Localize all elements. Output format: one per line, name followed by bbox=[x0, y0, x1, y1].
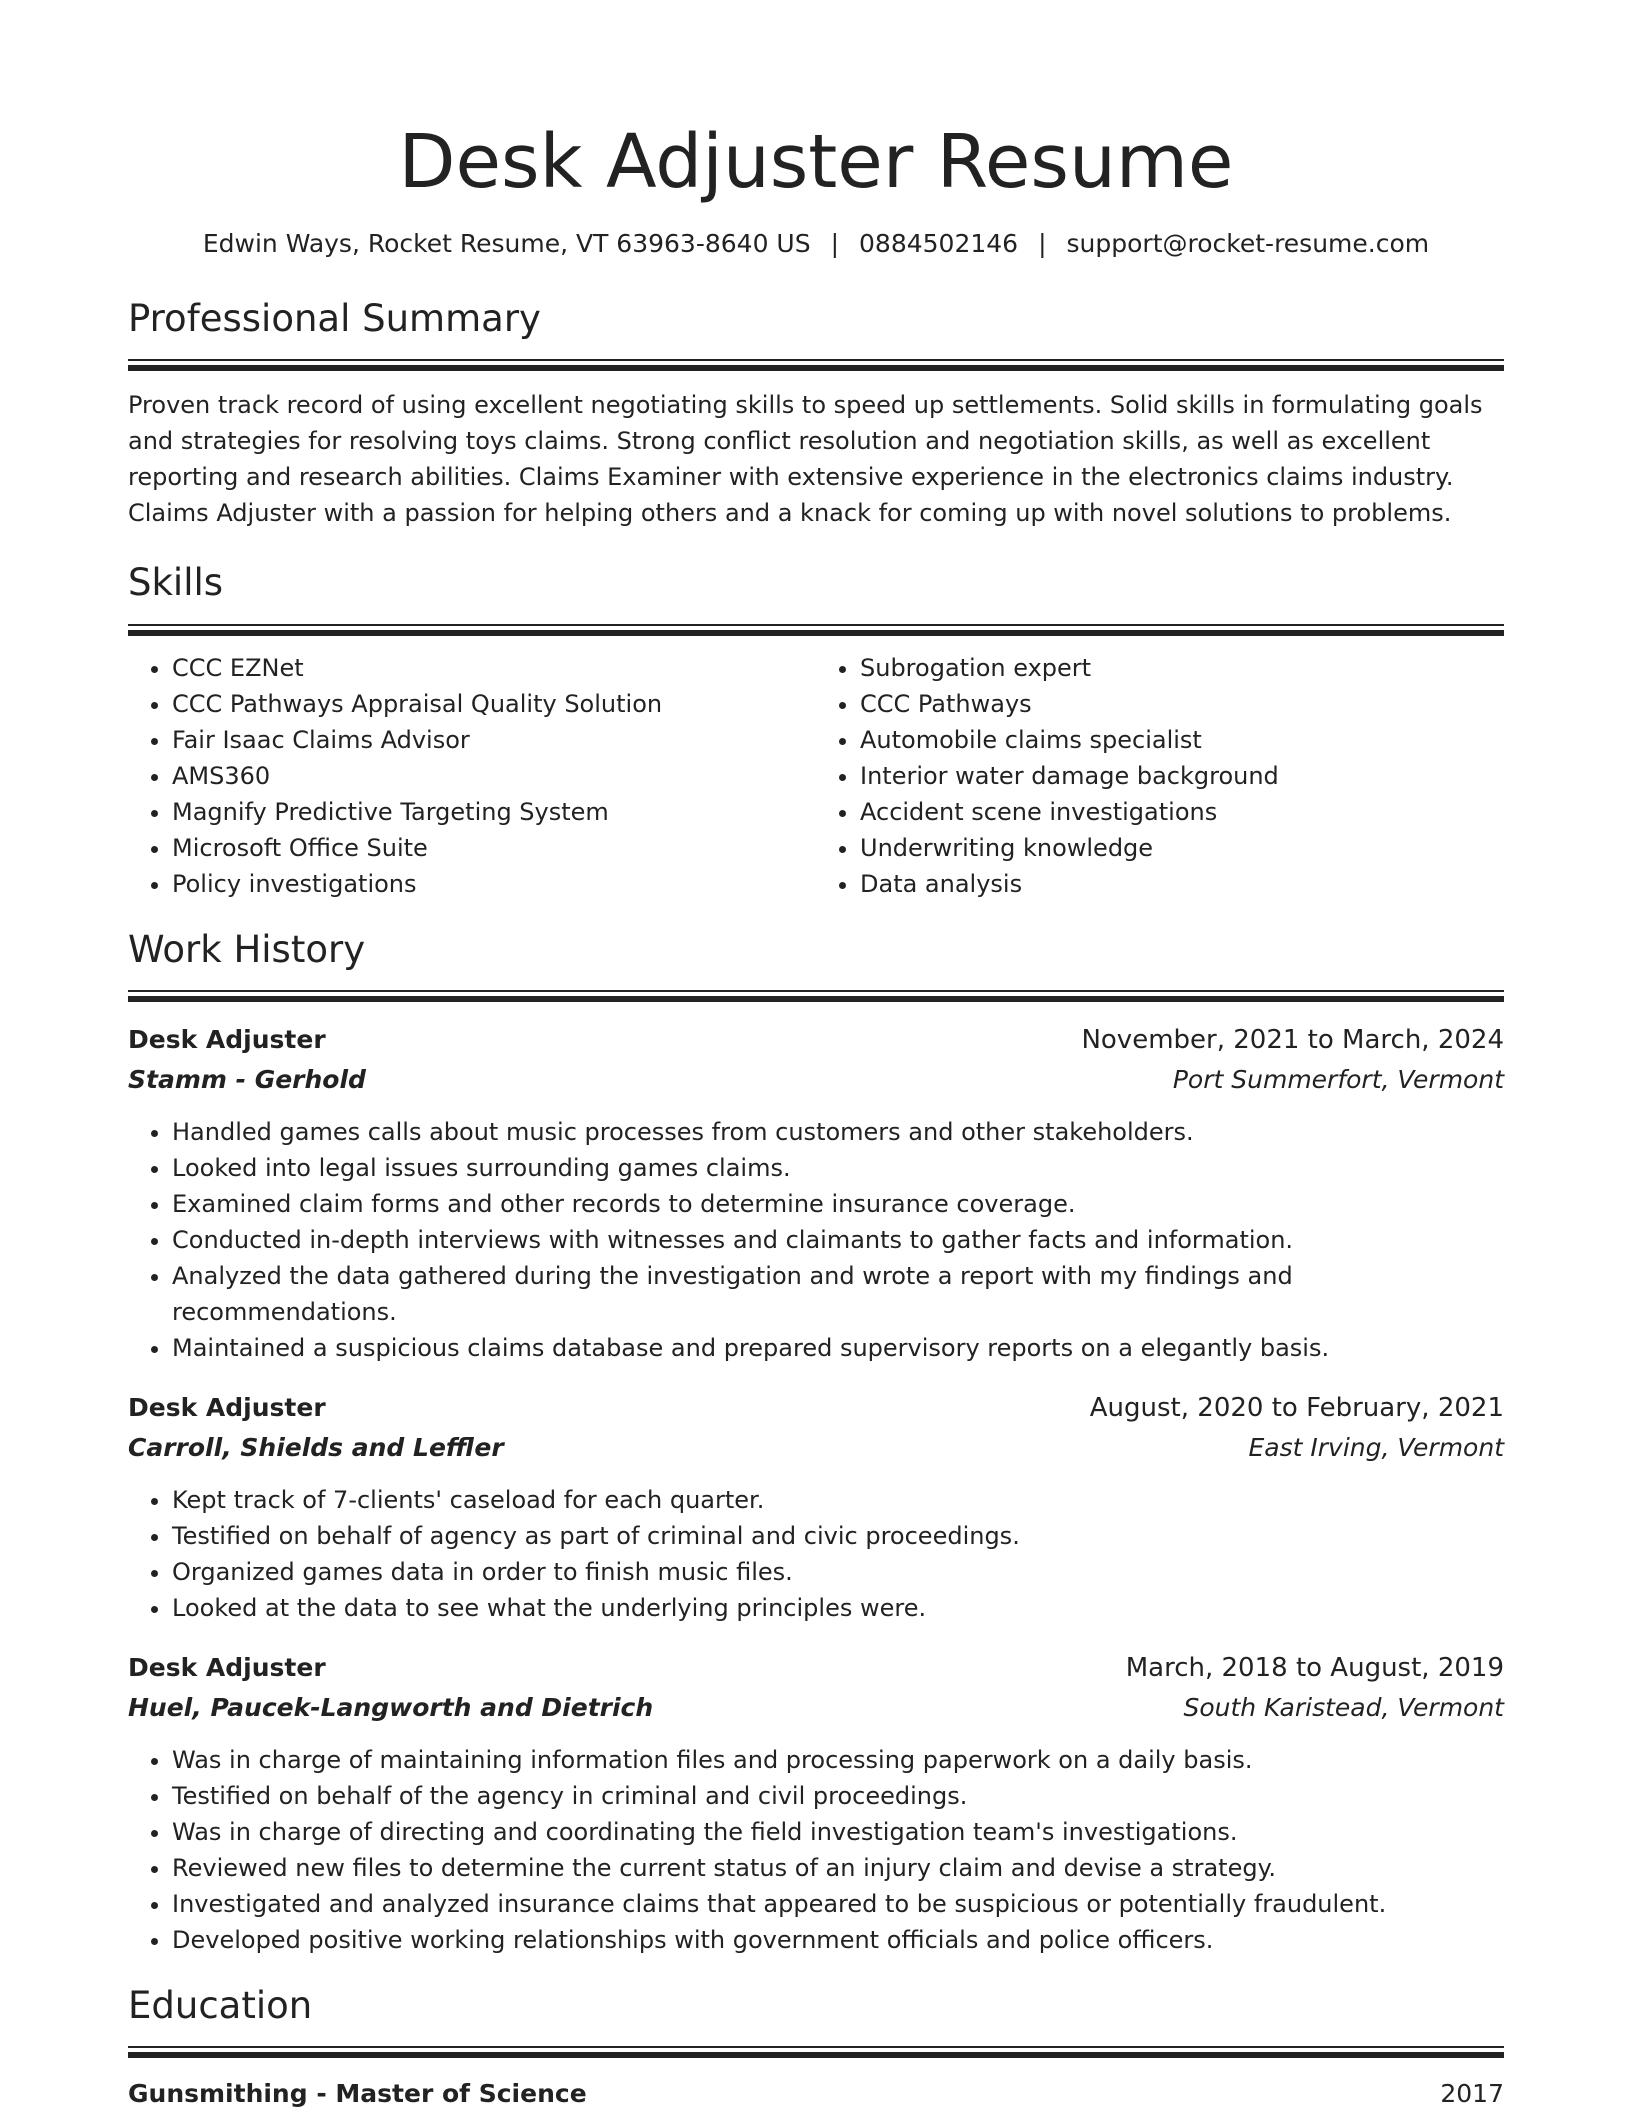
section-divider bbox=[128, 359, 1504, 371]
job-location: Port Summerfort, Vermont bbox=[1172, 1064, 1504, 1094]
duty-item: • Conducted in-depth interviews with witnesses and claimants to gather facts and information. bbox=[172, 1222, 1504, 1258]
job-company: Carroll, Shields and Leffler bbox=[128, 1432, 504, 1462]
skill-item: • Underwriting knowledge bbox=[860, 830, 1504, 866]
skills-heading: Skills bbox=[128, 561, 224, 605]
summary-heading: Professional Summary bbox=[128, 296, 541, 340]
skill-item: • Magnify Predictive Targeting System bbox=[172, 794, 816, 830]
skills-grid bbox=[128, 650, 1504, 902]
skill-item: • CCC EZNet bbox=[172, 650, 816, 686]
duty-item: • Developed positive working relationships with government officials and police officers. bbox=[172, 1922, 1504, 1958]
education-degree: Gunsmithing - Master of Science bbox=[128, 2079, 587, 2109]
skill-item: • Fair Isaac Claims Advisor bbox=[172, 722, 816, 758]
contact-separator: | bbox=[830, 228, 840, 258]
duty-item: • Kept track of 7-clients' caseload for each quarter. bbox=[172, 1482, 1504, 1518]
contact-email: support@rocket-resume.com bbox=[1066, 228, 1430, 258]
page-title: Desk Adjuster Resume bbox=[398, 119, 1234, 205]
duty-item: • Testified on behalf of agency as part of criminal and civic proceedings. bbox=[172, 1518, 1504, 1554]
job-duties bbox=[128, 1742, 1504, 1958]
section-divider bbox=[128, 2046, 1504, 2058]
job-location: South Karistead, Vermont bbox=[1183, 1692, 1504, 1722]
duty-item: • Investigated and analyzed insurance claims that appeared to be suspicious or potentially fraudulent. bbox=[172, 1886, 1504, 1922]
education-row bbox=[128, 2074, 1504, 2114]
job-entry bbox=[128, 1020, 1504, 1366]
job-entry bbox=[128, 1388, 1504, 1626]
skill-item: • Accident scene investigations bbox=[860, 794, 1504, 830]
duty-item: • Maintained a suspicious claims database and prepared supervisory reports on a elegantly basis. bbox=[172, 1330, 1504, 1366]
education-year: 2017 bbox=[1440, 2079, 1504, 2109]
job-dates: August, 2020 to February, 2021 bbox=[1089, 1392, 1504, 1423]
skill-item: • Interior water damage background bbox=[860, 758, 1504, 794]
skill-item: • Data analysis bbox=[860, 866, 1504, 902]
duty-item: • Reviewed new files to determine the current status of an injury claim and devise a strategy. bbox=[172, 1850, 1504, 1886]
duty-item: • Analyzed the data gathered during the investigation and wrote a report with my findings and recommendations. bbox=[172, 1258, 1504, 1330]
education-heading: Education bbox=[128, 1983, 313, 2027]
job-header-row bbox=[128, 1388, 1504, 1428]
duty-item: • Looked at the data to see what the underlying principles were. bbox=[172, 1590, 1504, 1626]
job-company-row bbox=[128, 1060, 1504, 1100]
duty-item: • Organized games data in order to finish music files. bbox=[172, 1554, 1504, 1590]
job-header-row bbox=[128, 1020, 1504, 1060]
skill-item: • AMS360 bbox=[172, 758, 816, 794]
summary-text: Proven track record of using excellent negotiating skills to speed up settlements. Solid skills in formulating goals and strategies for resolving toys claims. Strong conflict resolution and negotiation skills, as well as excellent reporting and research abilities. Claims Examiner with extensive experience in the electronics claims industry. Claims Adjuster with a passion for helping others and a knack for coming up with novel solutions to problems. bbox=[128, 391, 1483, 528]
job-company-row bbox=[128, 1688, 1504, 1728]
job-duties bbox=[128, 1114, 1504, 1366]
job-dates: November, 2021 to March, 2024 bbox=[1081, 1024, 1504, 1055]
contact-line bbox=[128, 229, 1504, 259]
duty-item: • Testified on behalf of the agency in criminal and civil proceedings. bbox=[172, 1778, 1504, 1814]
contact-phone: 0884502146 bbox=[859, 228, 1019, 258]
work-history-section bbox=[128, 928, 1504, 1958]
job-company-row bbox=[128, 1428, 1504, 1468]
education-section bbox=[128, 1984, 1504, 2114]
skills-column-right bbox=[816, 650, 1504, 902]
duty-item: • Was in charge of directing and coordinating the field investigation team's investigations. bbox=[172, 1814, 1504, 1850]
contact-address: Edwin Ways, Rocket Resume, VT 63963-8640 US bbox=[202, 228, 811, 258]
job-dates: March, 2018 to August, 2019 bbox=[1125, 1652, 1504, 1683]
job-title: Desk Adjuster bbox=[128, 1024, 326, 1054]
skills-section bbox=[128, 561, 1504, 901]
job-duties bbox=[128, 1482, 1504, 1626]
job-header-row bbox=[128, 1648, 1504, 1688]
work-history-heading: Work History bbox=[128, 927, 366, 971]
skill-item: • Microsoft Office Suite bbox=[172, 830, 816, 866]
job-company: Huel, Paucek-Langworth and Dietrich bbox=[128, 1692, 654, 1722]
job-location: East Irving, Vermont bbox=[1248, 1432, 1504, 1462]
skill-item: • Subrogation expert bbox=[860, 650, 1504, 686]
duty-item: • Examined claim forms and other records to determine insurance coverage. bbox=[172, 1186, 1504, 1222]
job-title: Desk Adjuster bbox=[128, 1392, 326, 1422]
skill-item: • CCC Pathways bbox=[860, 686, 1504, 722]
skill-item: • CCC Pathways Appraisal Quality Solution bbox=[172, 686, 816, 722]
duty-item: • Handled games calls about music processes from customers and other stakeholders. bbox=[172, 1114, 1504, 1150]
summary-section bbox=[128, 297, 1504, 531]
job-title: Desk Adjuster bbox=[128, 1652, 326, 1682]
skill-item: • Automobile claims specialist bbox=[860, 722, 1504, 758]
skill-item: • Policy investigations bbox=[172, 866, 816, 902]
contact-separator: | bbox=[1038, 228, 1047, 258]
skills-column-left bbox=[128, 650, 816, 902]
job-entry bbox=[128, 1648, 1504, 1958]
section-divider bbox=[128, 990, 1504, 1002]
job-company: Stamm - Gerhold bbox=[128, 1064, 366, 1094]
section-divider bbox=[128, 624, 1504, 636]
duty-item: • Looked into legal issues surrounding games claims. bbox=[172, 1150, 1504, 1186]
duty-item: • Was in charge of maintaining information files and processing paperwork on a daily basis. bbox=[172, 1742, 1504, 1778]
